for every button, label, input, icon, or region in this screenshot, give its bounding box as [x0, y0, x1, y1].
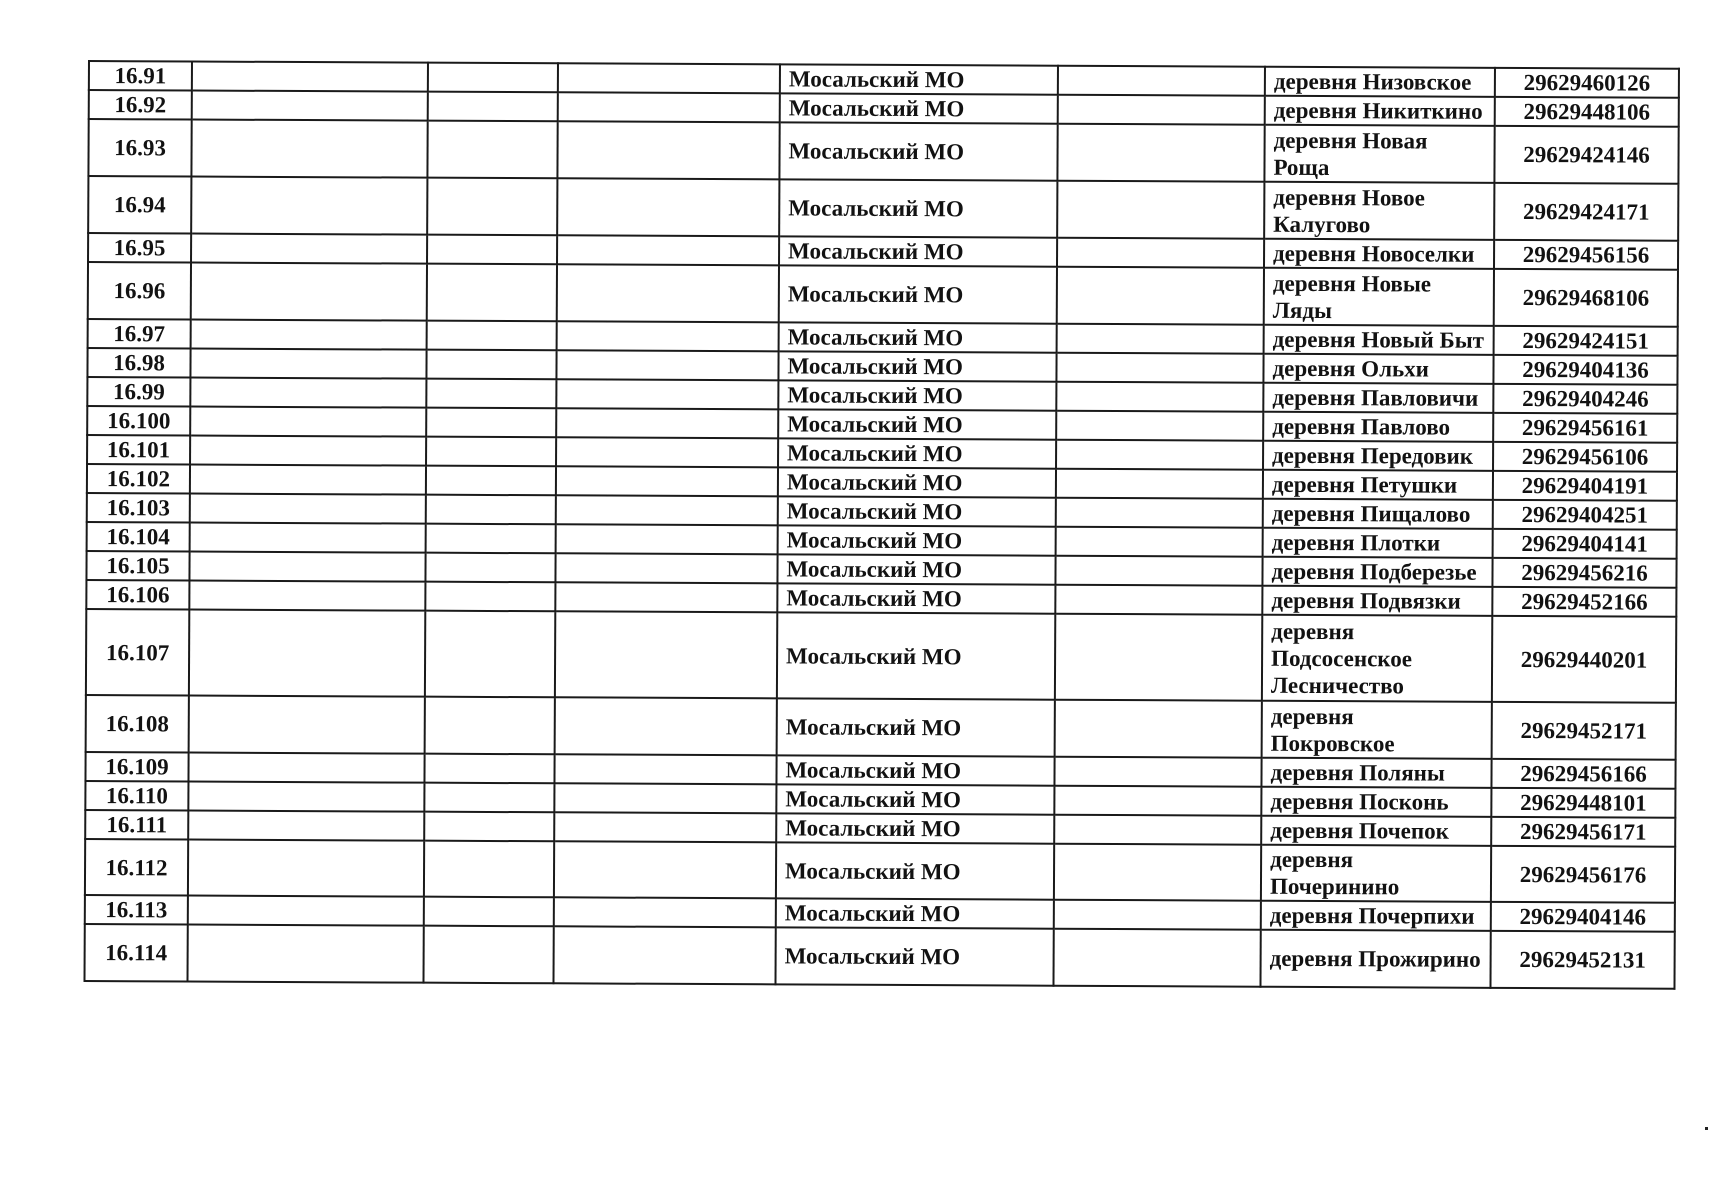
empty-cell-2 [190, 436, 426, 466]
locality-cell: деревня Новоселки [1264, 239, 1494, 269]
municipality-cell: Мосальский МО [778, 496, 1056, 526]
empty-cell-3 [426, 495, 556, 525]
oktmo-code-cell: 29629448101 [1491, 788, 1675, 818]
empty-cell-3 [425, 582, 555, 612]
locality-cell: деревня Пищалово [1263, 499, 1493, 529]
empty-cell-6 [1056, 469, 1263, 499]
empty-cell-3 [425, 553, 555, 583]
row-number-cell: 16.113 [85, 895, 188, 925]
row-number-cell: 16.96 [88, 262, 191, 320]
row-number-cell: 16.110 [85, 781, 188, 811]
municipality-cell: Мосальский МО [779, 179, 1057, 237]
locality-cell: деревня Новый Быт [1264, 325, 1494, 355]
empty-cell-2 [189, 581, 425, 611]
empty-cell-3 [423, 926, 553, 984]
locality-cell: деревня Новые Ляды [1264, 268, 1494, 326]
oktmo-code-cell: 29629424171 [1494, 183, 1678, 241]
empty-cell-2 [189, 696, 425, 754]
empty-cell-6 [1054, 900, 1261, 930]
empty-cell-2 [188, 839, 424, 896]
empty-cell-3 [426, 350, 556, 380]
oktmo-code-cell: 29629404251 [1493, 500, 1677, 530]
empty-cell-2 [191, 263, 427, 321]
empty-cell-6 [1058, 66, 1265, 96]
empty-cell-4 [557, 178, 779, 236]
empty-cell-3 [426, 524, 556, 554]
empty-cell-2 [188, 781, 424, 811]
oktmo-code-cell: 29629448106 [1495, 97, 1679, 127]
table-row [88, 119, 1678, 184]
oktmo-code-cell: 29629424151 [1494, 326, 1678, 356]
empty-cell-3 [425, 611, 555, 698]
municipality-cell: Мосальский МО [779, 265, 1057, 323]
municipality-cell: Мосальский МО [776, 784, 1054, 814]
oktmo-code-cell: 29629404191 [1493, 471, 1677, 501]
locality-cell: деревня Передовик [1263, 441, 1493, 471]
empty-cell-4 [555, 697, 777, 755]
table-row [85, 839, 1675, 903]
row-number-cell: 16.98 [87, 348, 190, 378]
empty-cell-3 [428, 63, 558, 93]
empty-cell-6 [1056, 411, 1263, 441]
oktmo-code-cell: 29629456106 [1493, 442, 1677, 472]
empty-cell-3 [426, 437, 556, 467]
empty-cell-4 [555, 582, 777, 612]
empty-cell-4 [556, 379, 778, 409]
municipality-cell: Мосальский МО [779, 236, 1057, 266]
oktmo-code-cell: 29629452131 [1490, 931, 1674, 989]
empty-cell-2 [191, 177, 427, 235]
row-number-cell: 16.105 [86, 551, 189, 581]
row-number-cell: 16.103 [87, 493, 190, 523]
row-number-cell: 16.94 [88, 176, 191, 234]
empty-cell-4 [558, 63, 780, 93]
row-number-cell: 16.92 [89, 90, 192, 120]
table-row [86, 609, 1676, 703]
empty-cell-4 [554, 754, 776, 784]
empty-cell-3 [427, 121, 557, 179]
municipality-cell: Мосальский МО [775, 927, 1053, 985]
oktmo-code-cell: 29629468106 [1494, 269, 1678, 327]
row-number-cell: 16.106 [86, 580, 189, 610]
empty-cell-4 [557, 121, 779, 179]
municipality-cell: Мосальский МО [777, 698, 1055, 756]
row-number-cell: 16.107 [86, 609, 189, 696]
empty-cell-4 [555, 611, 777, 698]
empty-cell-4 [554, 783, 776, 813]
oktmo-code-cell: 29629456161 [1493, 413, 1677, 443]
empty-cell-2 [191, 320, 427, 350]
locality-cell: деревня Павловичи [1263, 383, 1493, 413]
oktmo-code-cell: 29629404146 [1491, 902, 1675, 932]
empty-cell-6 [1055, 614, 1262, 701]
municipality-cell: Мосальский МО [778, 438, 1056, 468]
row-number-cell: 16.101 [87, 435, 190, 465]
empty-cell-6 [1056, 527, 1263, 557]
oktmo-code-cell: 29629456156 [1494, 240, 1678, 270]
locality-cell: деревня Никиткино [1265, 96, 1495, 126]
empty-cell-6 [1055, 700, 1262, 758]
municipality-cell: Мосальский МО [778, 467, 1056, 497]
row-number-cell: 16.91 [89, 61, 192, 91]
locality-cell: деревня Низовское [1265, 67, 1495, 97]
empty-cell-4 [557, 235, 779, 265]
row-number-cell: 16.93 [88, 119, 191, 177]
empty-cell-3 [426, 408, 556, 438]
empty-cell-4 [556, 408, 778, 438]
row-number-cell: 16.112 [85, 839, 188, 896]
empty-cell-4 [554, 841, 776, 898]
empty-cell-2 [190, 378, 426, 408]
empty-cell-6 [1057, 181, 1264, 239]
empty-cell-2 [188, 895, 424, 925]
table-row [84, 924, 1674, 989]
oktmo-code-cell: 29629424146 [1494, 126, 1678, 184]
row-number-cell: 16.97 [88, 319, 191, 349]
empty-cell-6 [1054, 786, 1261, 816]
empty-cell-2 [189, 552, 425, 582]
locality-cell: деревня Прожирино [1260, 930, 1490, 988]
municipality-cell: Мосальский МО [777, 583, 1055, 613]
oktmo-code-cell: 29629452171 [1492, 702, 1676, 760]
empty-cell-6 [1057, 324, 1264, 354]
empty-cell-2 [189, 610, 425, 697]
empty-cell-2 [192, 62, 428, 92]
empty-cell-4 [553, 926, 775, 984]
empty-cell-4 [556, 524, 778, 554]
oktmo-code-cell: 29629404141 [1493, 529, 1677, 559]
empty-cell-4 [556, 437, 778, 467]
empty-cell-3 [427, 178, 557, 236]
row-number-cell: 16.104 [87, 522, 190, 552]
empty-cell-3 [425, 697, 555, 755]
empty-cell-6 [1056, 353, 1263, 383]
row-number-cell: 16.111 [85, 810, 188, 840]
row-number-cell: 16.109 [85, 752, 188, 782]
locality-cell: деревня Подвязки [1262, 586, 1492, 616]
empty-cell-4 [556, 495, 778, 525]
municipality-cell: Мосальский МО [780, 93, 1058, 123]
empty-cell-4 [557, 264, 779, 322]
municipality-cell: Мосальский МО [776, 755, 1054, 785]
table-row [88, 262, 1678, 327]
oktmo-code-cell: 29629460126 [1495, 68, 1679, 98]
row-number-cell: 16.95 [88, 233, 191, 263]
empty-cell-6 [1053, 929, 1260, 987]
municipality-cell: Мосальский МО [776, 842, 1054, 899]
empty-cell-2 [190, 494, 426, 524]
empty-cell-2 [188, 753, 424, 783]
locality-cell: деревня Посконь [1261, 787, 1491, 817]
locality-cell: деревня Павлово [1263, 412, 1493, 442]
locality-cell: деревня Новое Калугово [1264, 182, 1494, 240]
row-number-cell: 16.114 [84, 924, 187, 982]
locality-cell: деревня Плотки [1263, 528, 1493, 558]
oktmo-code-cell: 29629452166 [1492, 587, 1676, 617]
municipality-cell: Мосальский МО [778, 380, 1056, 410]
empty-cell-2 [191, 120, 427, 178]
table-row [88, 176, 1678, 241]
settlement-table [83, 60, 1679, 990]
empty-cell-2 [192, 91, 428, 121]
locality-cell: деревня Подберезье [1262, 557, 1492, 587]
oktmo-code-cell: 29629456171 [1491, 817, 1675, 847]
empty-cell-6 [1057, 124, 1264, 182]
empty-cell-6 [1056, 498, 1263, 528]
row-number-cell: 16.102 [87, 464, 190, 494]
municipality-cell: Мосальский МО [779, 322, 1057, 352]
empty-cell-3 [427, 264, 557, 322]
empty-cell-3 [424, 897, 554, 927]
oktmo-code-cell: 29629404136 [1493, 355, 1677, 385]
municipality-cell: Мосальский МО [778, 409, 1056, 439]
empty-cell-3 [424, 841, 554, 898]
empty-cell-6 [1055, 556, 1262, 586]
locality-cell: деревня Подсосенское Лесничество [1262, 615, 1492, 702]
municipality-cell: Мосальский МО [778, 525, 1056, 555]
empty-cell-6 [1054, 757, 1261, 787]
municipality-cell: Мосальский МО [780, 64, 1058, 94]
empty-cell-2 [190, 407, 426, 437]
empty-cell-2 [191, 234, 427, 264]
empty-cell-6 [1054, 844, 1261, 901]
locality-cell: деревня Новая Роща [1264, 125, 1494, 183]
empty-cell-6 [1057, 267, 1264, 325]
locality-cell: деревня Почепок [1261, 816, 1491, 846]
empty-cell-3 [424, 754, 554, 784]
empty-cell-2 [190, 465, 426, 495]
empty-cell-4 [555, 553, 777, 583]
empty-cell-3 [424, 783, 554, 813]
locality-cell: деревня Почеринино [1261, 845, 1491, 902]
row-number-cell: 16.99 [87, 377, 190, 407]
empty-cell-2 [190, 349, 426, 379]
locality-cell: деревня Почерпихи [1261, 901, 1491, 931]
municipality-cell: Мосальский МО [779, 122, 1057, 180]
row-number-cell: 16.108 [86, 695, 189, 753]
empty-cell-6 [1057, 238, 1264, 268]
oktmo-code-cell: 29629456176 [1491, 846, 1675, 903]
empty-cell-4 [554, 897, 776, 927]
municipality-cell: Мосальский МО [777, 612, 1055, 699]
empty-cell-3 [424, 812, 554, 842]
municipality-cell: Мосальский МО [777, 554, 1055, 584]
oktmo-code-cell: 29629404246 [1493, 384, 1677, 414]
row-number-cell: 16.100 [87, 406, 190, 436]
municipality-cell: Мосальский МО [778, 351, 1056, 381]
municipality-cell: Мосальский МО [776, 813, 1054, 843]
empty-cell-4 [557, 321, 779, 351]
oktmo-code-cell: 29629456166 [1491, 759, 1675, 789]
locality-cell: деревня Поляны [1261, 758, 1491, 788]
empty-cell-3 [427, 321, 557, 351]
empty-cell-4 [556, 350, 778, 380]
table-body [84, 61, 1678, 989]
scan-speck [1705, 1127, 1708, 1130]
locality-cell: деревня Петушки [1263, 470, 1493, 500]
municipality-cell: Мосальский МО [776, 898, 1054, 928]
empty-cell-6 [1056, 440, 1263, 470]
empty-cell-6 [1056, 382, 1263, 412]
locality-cell: деревня Ольхи [1263, 354, 1493, 384]
empty-cell-3 [428, 92, 558, 122]
empty-cell-2 [190, 523, 426, 553]
empty-cell-4 [554, 812, 776, 842]
empty-cell-6 [1055, 585, 1262, 615]
empty-cell-3 [427, 235, 557, 265]
empty-cell-6 [1058, 95, 1265, 125]
empty-cell-6 [1054, 815, 1261, 845]
oktmo-code-cell: 29629440201 [1492, 616, 1676, 703]
empty-cell-2 [187, 924, 423, 982]
empty-cell-4 [558, 92, 780, 122]
locality-cell: деревня Покровское [1262, 701, 1492, 759]
oktmo-code-cell: 29629456216 [1492, 558, 1676, 588]
empty-cell-3 [426, 379, 556, 409]
empty-cell-3 [426, 466, 556, 496]
empty-cell-4 [556, 466, 778, 496]
table-row [86, 695, 1676, 760]
empty-cell-2 [188, 810, 424, 840]
